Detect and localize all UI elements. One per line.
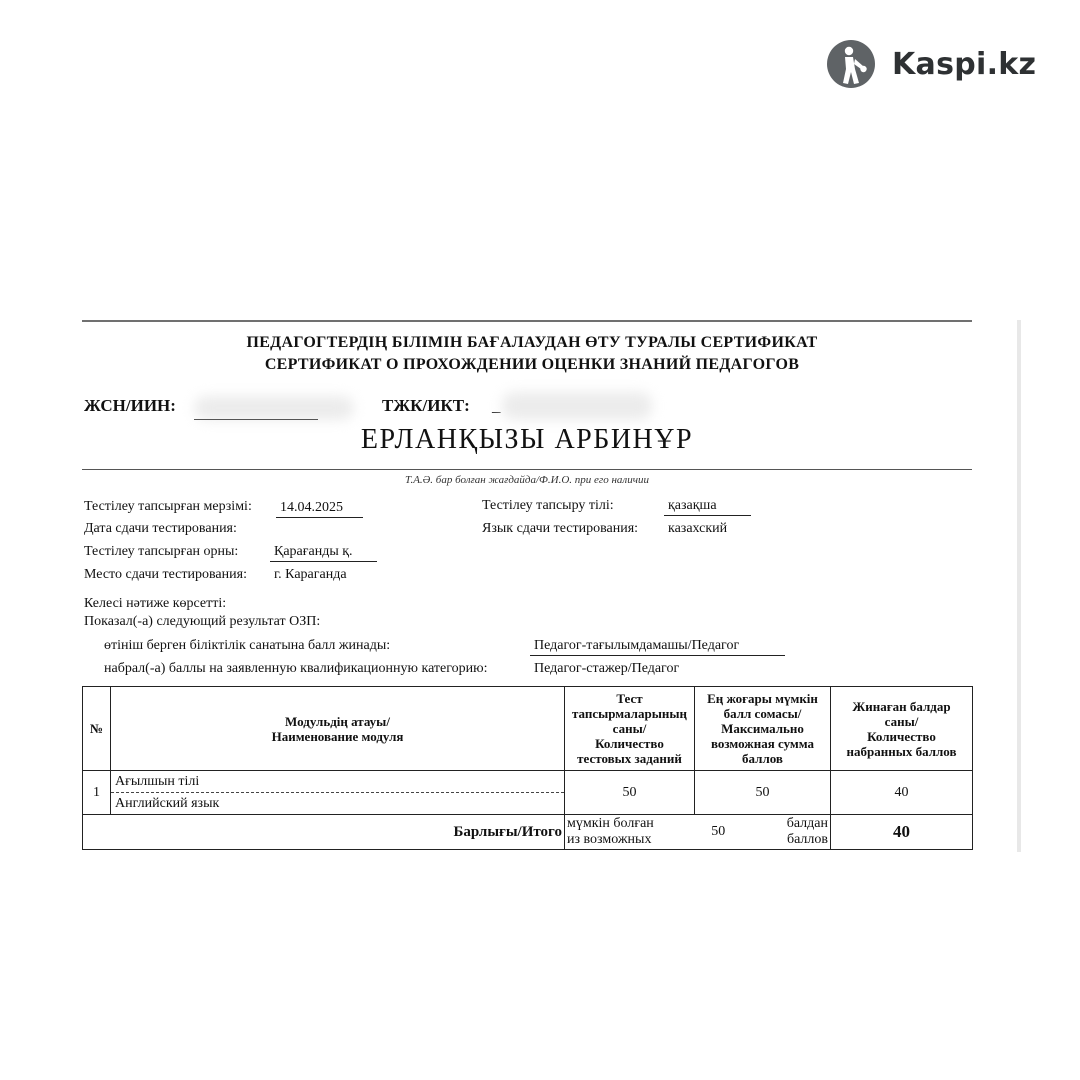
fio-note: Т.А.Ә. бар болған жағдайда/Ф.И.О. при его наличии (405, 474, 649, 486)
category-value-kk: Педагог-тағылымдамашы/Педагог (530, 638, 785, 656)
iin-label: ЖСН/ИИН: (84, 396, 176, 415)
date-value: 14.04.2025 (276, 500, 363, 518)
header-tasks: Тест тапсырмаларының саны/ Количество тестовых заданий (565, 687, 695, 771)
total-label: Барлығы/Итого (83, 815, 565, 850)
iin-underline (194, 419, 318, 420)
total-right-kk: балдан (786, 816, 828, 831)
place-label-ru: Место сдачи тестирования: (84, 567, 247, 582)
row-max: 50 (695, 771, 831, 815)
top-rule (82, 320, 972, 322)
row-score: 40 (831, 771, 973, 815)
total-left-kk: мүмкін болған (567, 816, 654, 831)
date-label-ru: Дата сдачи тестирования: (84, 521, 237, 536)
category-label-kk: өтініш берген біліктілік санатына балл жинады: (104, 638, 391, 653)
header-module: Модульдің атауы/ Наименование модуля (111, 687, 565, 771)
place-value-kk: Қарағанды қ. (270, 544, 377, 562)
module-name-kk: Ағылшын тілі (111, 771, 564, 793)
category-value-ru: Педагог-стажер/Педагог (534, 661, 680, 676)
lang-label-ru: Язык сдачи тестирования: (482, 521, 639, 536)
kaspi-logo-icon (826, 39, 876, 89)
place-value-ru: г. Караганда (274, 567, 347, 582)
total-right-ru: баллов (786, 832, 828, 847)
document-edge (1017, 320, 1021, 852)
certificate-title-ru: СЕРТИФИКАТ О ПРОХОЖДЕНИИ ОЦЕНКИ ЗНАНИЙ ПЕДАГОГОВ (264, 356, 800, 373)
name-rule (82, 469, 972, 470)
brand-name: Kaspi.kz (892, 46, 1037, 82)
result-label-ru: Показал(-а) следующий результат ОЗП: (84, 614, 321, 629)
total-row (83, 815, 973, 850)
row-num: 1 (83, 771, 111, 815)
module-name-ru: Английский язык (115, 796, 220, 811)
place-label-kk: Тестілеу тапсырған орны: (84, 544, 239, 559)
total-possible-cell (565, 815, 831, 850)
lang-value-ru: казахский (668, 521, 728, 536)
ikt-label: ТЖК/ИКТ: (382, 396, 470, 415)
ikt-mark: _ (492, 396, 501, 415)
total-left-ru: из возможных (567, 832, 652, 847)
table-row (83, 771, 973, 815)
table-header-row (83, 687, 973, 771)
date-label-kk: Тестілеу тапсырған мерзімі: (84, 499, 252, 514)
ikt-redacted (502, 392, 652, 420)
total-score: 40 (831, 815, 973, 850)
category-label-ru: набрал(-а) баллы на заявленную квалификационную категорию: (104, 661, 488, 676)
full-name: ЕРЛАНҚЫЗЫ АРБИНҰР (360, 424, 694, 455)
total-possible: 50 (711, 824, 726, 839)
header-num: № (83, 687, 111, 771)
certificate-document (82, 320, 972, 852)
row-tasks: 50 (565, 771, 695, 815)
lang-label-kk: Тестілеу тапсыру тілі: (482, 498, 614, 513)
kaspi-brand (826, 38, 1036, 90)
result-label-kk: Келесі нәтиже көрсетті: (84, 596, 227, 611)
header-score: Жинаған балдар саны/ Количество набранных баллов (831, 687, 973, 771)
lang-value-kk: қазақша (664, 498, 751, 516)
row-module (111, 771, 565, 815)
header-max: Ең жоғары мүмкін балл сомасы/ Максимально возможная сумма баллов (695, 687, 831, 771)
results-table (82, 686, 973, 850)
certificate-title-kk: ПЕДАГОГТЕРДІҢ БІЛІМІН БАҒАЛАУДАН ӨТУ ТУРАЛЫ СЕРТИФИКАТ (246, 334, 818, 351)
iin-redacted (194, 396, 354, 420)
